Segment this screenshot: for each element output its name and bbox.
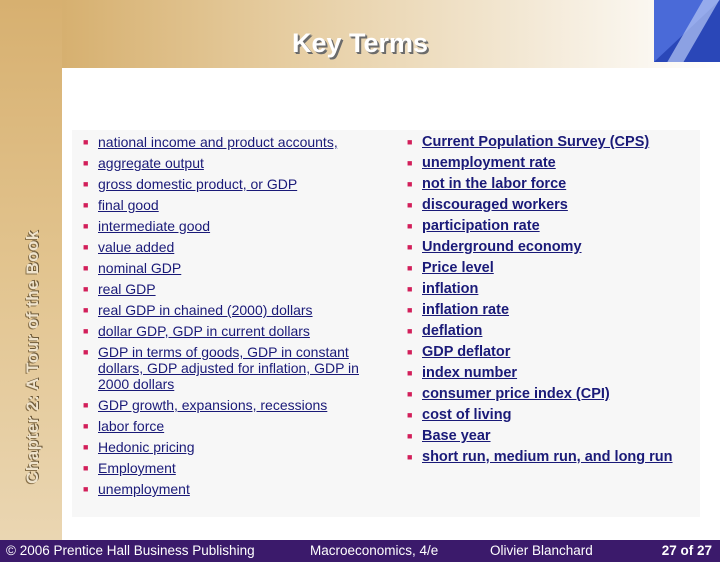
square-bullet-icon: ■ (407, 179, 413, 189)
right-term-item-label[interactable]: inflation rate (422, 302, 510, 318)
right-term-item[interactable] (404, 449, 694, 465)
square-bullet-icon: ■ (407, 158, 413, 168)
right-term-item-label[interactable]: Base year (422, 428, 491, 444)
left-term-item-label[interactable]: GDP growth, expansions, recessions (98, 397, 328, 413)
left-term-item[interactable] (80, 260, 392, 276)
left-term-item-label[interactable]: gross domestic product, or GDP (98, 176, 298, 192)
square-bullet-icon: ■ (83, 421, 89, 431)
right-term-item[interactable] (404, 281, 694, 297)
square-bullet-icon: ■ (83, 347, 89, 357)
left-term-item[interactable] (80, 344, 392, 392)
square-bullet-icon: ■ (83, 200, 89, 210)
square-bullet-icon: ■ (83, 284, 89, 294)
right-term-item[interactable] (404, 302, 694, 318)
square-bullet-icon: ■ (407, 305, 413, 315)
right-term-item-label[interactable]: inflation (422, 281, 479, 297)
square-bullet-icon: ■ (407, 263, 413, 273)
square-bullet-icon: ■ (407, 200, 413, 210)
right-term-item-label[interactable]: consumer price index (CPI) (422, 386, 610, 402)
square-bullet-icon: ■ (83, 221, 89, 231)
chapter-caption: Chapter 2: A Tour of the Book (23, 230, 42, 484)
right-term-item-label[interactable]: short run, medium run, and long run (422, 449, 673, 465)
right-term-item[interactable] (404, 428, 694, 444)
footer-author: Olivier Blanchard (490, 543, 593, 558)
square-bullet-icon: ■ (407, 284, 413, 294)
left-term-item-label[interactable]: labor force (98, 418, 165, 434)
right-term-item[interactable] (404, 155, 694, 171)
square-bullet-icon: ■ (83, 179, 89, 189)
right-term-item[interactable] (404, 323, 694, 339)
square-bullet-icon: ■ (83, 137, 89, 147)
footer-page-number: 27 of 27 (661, 543, 712, 558)
footer-copyright: © 2006 Prentice Hall Business Publishing (6, 543, 255, 558)
left-term-item[interactable] (80, 481, 392, 497)
left-term-item-label[interactable]: Employment (98, 460, 176, 476)
square-bullet-icon: ■ (407, 137, 413, 147)
left-term-item-label[interactable]: intermediate good (98, 218, 211, 234)
left-term-item[interactable] (80, 218, 392, 234)
right-term-item[interactable] (404, 176, 694, 192)
right-term-item[interactable] (404, 344, 694, 360)
left-term-item-label[interactable]: unemployment (98, 481, 190, 497)
left-term-item[interactable] (80, 302, 392, 318)
page-title: Key Terms (291, 28, 429, 58)
left-term-item[interactable] (80, 439, 392, 455)
footer-bar (0, 540, 720, 562)
right-term-item-label[interactable]: Current Population Survey (CPS) (422, 134, 650, 150)
left-term-item-label[interactable]: real GDP in chained (2000) dollars (98, 302, 313, 318)
right-term-item-label[interactable]: Underground economy (422, 239, 582, 255)
square-bullet-icon: ■ (83, 158, 89, 168)
right-term-item[interactable] (404, 407, 694, 423)
left-term-item[interactable] (80, 197, 392, 213)
right-term-item-label[interactable]: discouraged workers (422, 197, 568, 213)
square-bullet-icon: ■ (407, 410, 413, 420)
left-term-item-label[interactable]: national income and product accounts, (98, 134, 338, 150)
square-bullet-icon: ■ (407, 389, 413, 399)
right-term-item-label[interactable]: deflation (422, 323, 483, 339)
right-term-item[interactable] (404, 197, 694, 213)
square-bullet-icon: ■ (407, 347, 413, 357)
left-term-item[interactable] (80, 323, 392, 339)
right-term-item-label[interactable]: participation rate (422, 218, 540, 234)
right-term-item[interactable] (404, 239, 694, 255)
right-term-item-label[interactable]: not in the labor force (422, 176, 567, 192)
right-term-item-label[interactable]: GDP deflator (422, 344, 511, 360)
left-term-item[interactable] (80, 134, 392, 150)
left-term-item-label[interactable]: Hedonic pricing (98, 439, 195, 455)
left-term-item[interactable] (80, 239, 392, 255)
left-term-item-label[interactable]: aggregate output (98, 155, 204, 171)
right-term-item[interactable] (404, 386, 694, 402)
left-term-item[interactable] (80, 281, 392, 297)
left-term-item-label[interactable]: final good (98, 197, 159, 213)
square-bullet-icon: ■ (83, 263, 89, 273)
square-bullet-icon: ■ (407, 431, 413, 441)
right-term-item-label[interactable]: unemployment rate (422, 155, 556, 171)
left-term-item-label[interactable]: nominal GDP (98, 260, 182, 276)
left-term-item-label[interactable]: GDP in terms of goods, GDP in constant dollars, GDP adjusted for inflation, GDP in 2000 dollars (98, 344, 359, 392)
square-bullet-icon: ■ (83, 463, 89, 473)
left-term-item[interactable] (80, 397, 392, 413)
right-term-item[interactable] (404, 365, 694, 381)
right-term-item[interactable] (404, 260, 694, 276)
right-terms-list (404, 134, 694, 470)
square-bullet-icon: ■ (407, 368, 413, 378)
square-bullet-icon: ■ (83, 242, 89, 252)
square-bullet-icon: ■ (83, 400, 89, 410)
left-term-item[interactable] (80, 460, 392, 476)
left-term-item-label[interactable]: real GDP (98, 281, 156, 297)
square-bullet-icon: ■ (83, 484, 89, 494)
square-bullet-icon: ■ (407, 242, 413, 252)
right-term-item[interactable] (404, 218, 694, 234)
right-term-item[interactable] (404, 134, 694, 150)
left-terms-list (80, 134, 392, 502)
square-bullet-icon: ■ (407, 452, 413, 462)
square-bullet-icon: ■ (407, 221, 413, 231)
left-term-item[interactable] (80, 155, 392, 171)
square-bullet-icon: ■ (407, 326, 413, 336)
square-bullet-icon: ■ (83, 305, 89, 315)
left-term-item-label[interactable]: dollar GDP, GDP in current dollars (98, 323, 310, 339)
right-term-item-label[interactable]: Price level (422, 260, 494, 276)
right-term-item-label[interactable]: cost of living (422, 407, 512, 423)
right-term-item-label[interactable]: index number (422, 365, 518, 381)
left-term-item[interactable] (80, 176, 392, 192)
footer-course: Macroeconomics, 4/e (310, 543, 439, 558)
left-term-item[interactable] (80, 418, 392, 434)
square-bullet-icon: ■ (83, 326, 89, 336)
square-bullet-icon: ■ (83, 442, 89, 452)
left-term-item-label[interactable]: value added (98, 239, 175, 255)
